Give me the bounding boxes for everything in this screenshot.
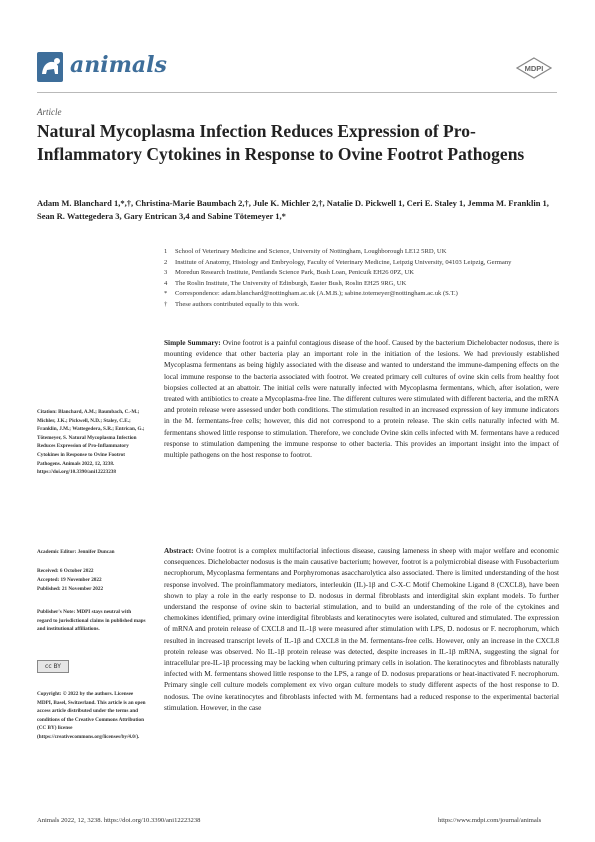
affiliation-item	[164, 258, 559, 269]
affiliation-item	[164, 247, 559, 258]
publisher-note: Publisher's Note: MDPI stays neutral with regard to jurisdictional claims in published maps and institutional affiliations.	[37, 609, 146, 633]
author-list: Adam M. Blanchard 1,*,†, Christina-Marie Baumbach 2,†, Jule K. Michler 2,†, Natalie D. Pickwell 1, Ceri E. Staley 1, Jemma M. Franklin 1, Sean R. Wattegedera 3, Gary Entrican 3,4 and Sabine Tötemeyer 1,*	[37, 198, 549, 221]
affiliation-text: Institute of Anatomy, Histology and Embryology, Faculty of Veterinary Medicine, Leipzig University, 04103 Leipzig, Germany	[175, 258, 512, 266]
abstract-text: Ovine footrot is a complex multifactorial infectious disease, causing lameness in sheep with major welfare and economic consequences. Dichelobacter nodosus is the main causative bacterium; however, footrot is a polymicrobial disease with Fusobacterium necrophorum, Mycoplasma fermentans and Porphyromonas asaccharolytica also associated. There is limited understanding of the host response involved. The proinflammatory mediators, interleukin (IL)-1β and C-X-C Motif Chemokine Ligand 8 (CXCL8), have been shown to play a role in the early response to D. nodosus in dermal fibroblasts and interdigital skin explant models. To further understand the response of ovine skin to bacterial stimulation, and to build an understanding of the role of the cytokines and chemokines identified, primary ovine interdigital fibroblasts and keratinocytes were isolated, cultured and stimulated. The expression of mRNA and protein release of CXCL8 and IL-1β were measured after stimulation with LPS, D. nodosus or F. necrophorum, which resulted in increased transcript levels of IL-1β and CXCL8 in the M. fermentans-free cells. However, only an increase in the CXCL8 protein release was observed. No IL-1β protein release was detected, despite increases in IL-1β mRNA, suggesting the signal for intracellular pre-IL-1β processing may be lacking when culturing primary cells in isolation. The keratinocytes and fibroblasts naturally infected with M. fermentans showed little response to the LPS, a range of D. nodosus preparations or heat-inactivated F. necrophorum. Primary single cell culture models complement ex vivo organ culture models to study different aspects of the host response to D. nodosus. The ovine keratinocytes and fibroblasts infected with M. fermentans had a reduced response to the experimental bacterial stimulation. However, in the case	[164, 546, 559, 712]
cc-license-badge[interactable]: cc BY	[37, 660, 69, 673]
footer-citation[interactable]: Animals 2022, 12, 3238. https://doi.org/10.3390/ani12223238	[37, 817, 201, 824]
affiliation-item	[164, 268, 559, 279]
header-divider	[37, 92, 557, 93]
received-date: Received: 6 October 2022	[37, 568, 94, 574]
mdpi-logo-icon[interactable]	[516, 57, 552, 79]
affiliation-marker: 3	[164, 269, 168, 277]
affiliation-text: The Roslin Institute, The University of Edinburgh, Easter Bush, Roslin EH25 9RG, UK	[175, 279, 407, 287]
abstract	[164, 545, 559, 713]
simple-summary	[164, 337, 559, 460]
affiliation-marker: 2	[164, 258, 168, 266]
copyright-notice[interactable]: Copyright: © 2022 by the authors. Licensee MDPI, Basel, Switzerland. This article is an open access article distributed under the terms and conditions of the Creative Commons Attribution (CC BY) license (https://creativecommons.org/licenses/by/4.0/).	[37, 691, 146, 740]
article-type: Article	[37, 107, 62, 117]
equal-contribution-text: These authors contributed equally to this work.	[175, 300, 300, 308]
accepted-date: Accepted: 19 November 2022	[37, 577, 102, 583]
correspondence-text[interactable]: Correspondence: adam.blanchard@nottingham.ac.uk (A.M.B.); sabine.totemeyer@nottingham.ac.uk (S.T.)	[175, 290, 458, 298]
article-title: Natural Mycoplasma Infection Reduces Expression of Pro-Inflammatory Cytokines in Response to Ovine Footrot Pathogens	[37, 121, 525, 164]
publication-dates	[37, 567, 147, 594]
affiliation-marker: †	[164, 300, 168, 308]
affiliation-text: School of Veterinary Medicine and Science, University of Nottingham, Loughborough LE12 5RD, UK	[175, 248, 447, 255]
footer-journal-url[interactable]: https://www.mdpi.com/journal/animals	[438, 817, 542, 824]
mdpi-logo-text: MDPI	[524, 64, 544, 73]
affiliation-marker: 4	[164, 279, 168, 287]
citation-block[interactable]: Citation: Blanchard, A.M.; Baumbach, C.-M.; Michler, J.K.; Pickwell, N.D.; Staley, C.E.; Franklin, J.M.; Wattegedera, S.R.; Entrican, G.; Tötemeyer, S. Natural Mycoplasma Infection Reduces Expression of Pro-Inflammatory Cytokines in Response to Ovine Footrot Pathogens. Animals 2022, 12, 3238. https://doi.org/10.3390/ani12223238	[37, 409, 145, 476]
affiliations	[164, 247, 559, 311]
journal-name[interactable]: animals	[70, 52, 167, 78]
animals-journal-logo-icon	[37, 52, 63, 82]
equal-contribution-note	[164, 300, 559, 311]
affiliation-marker: 1	[164, 248, 168, 255]
simple-summary-label: Simple Summary:	[164, 338, 221, 347]
academic-editor: Academic Editor: Jennifer Duncan	[37, 549, 115, 555]
correspondence-item[interactable]	[164, 289, 559, 300]
abstract-label: Abstract:	[164, 546, 194, 555]
affiliation-marker: *	[164, 290, 168, 298]
simple-summary-text: Ovine footrot is a painful contagious disease of the hoof. Caused by the bacterium Dichelobacter nodosus, there is mounting evidence that other bacteria play an important role in the initiation of the lesions. We had previously established Mycoplasma fermentans as being highly associated with the disease and wanted to understand the immune-dampening effects on the local immune response to the bacteria associated with footrot. We created primary cell cultures of ovine skin cells from healthy foot biopsies collected at an abattoir. The initial cells were naturally infected with Mycoplasma fermentans, which, after isolation, were treated with antibiotics to create a Mycoplasma-free line. The different cultures were stimulated with different bacteria, and the mRNA and protein release were assessed under both conditions. The stimulation resulted in an increased expression of key immune indicators in the M. fermentans-free cells; however, this did not correspond to a protein release. The skin cells naturally infected with M. fermentans showed little response to stimulation. Therefore, we conclude Ovine skin cells infected with M. fermentans have a reduced response to stimulation dampening the immune response to other bacteria. This provides an important insight into the impact of multiple pathogens on the host response to footrot.	[164, 338, 559, 460]
published-date: Published: 21 November 2022	[37, 586, 104, 592]
affiliation-text: Moredun Research Institute, Pentlands Science Park, Bush Loan, Penicuik EH26 0PZ, UK	[175, 269, 414, 277]
affiliation-item	[164, 279, 559, 290]
